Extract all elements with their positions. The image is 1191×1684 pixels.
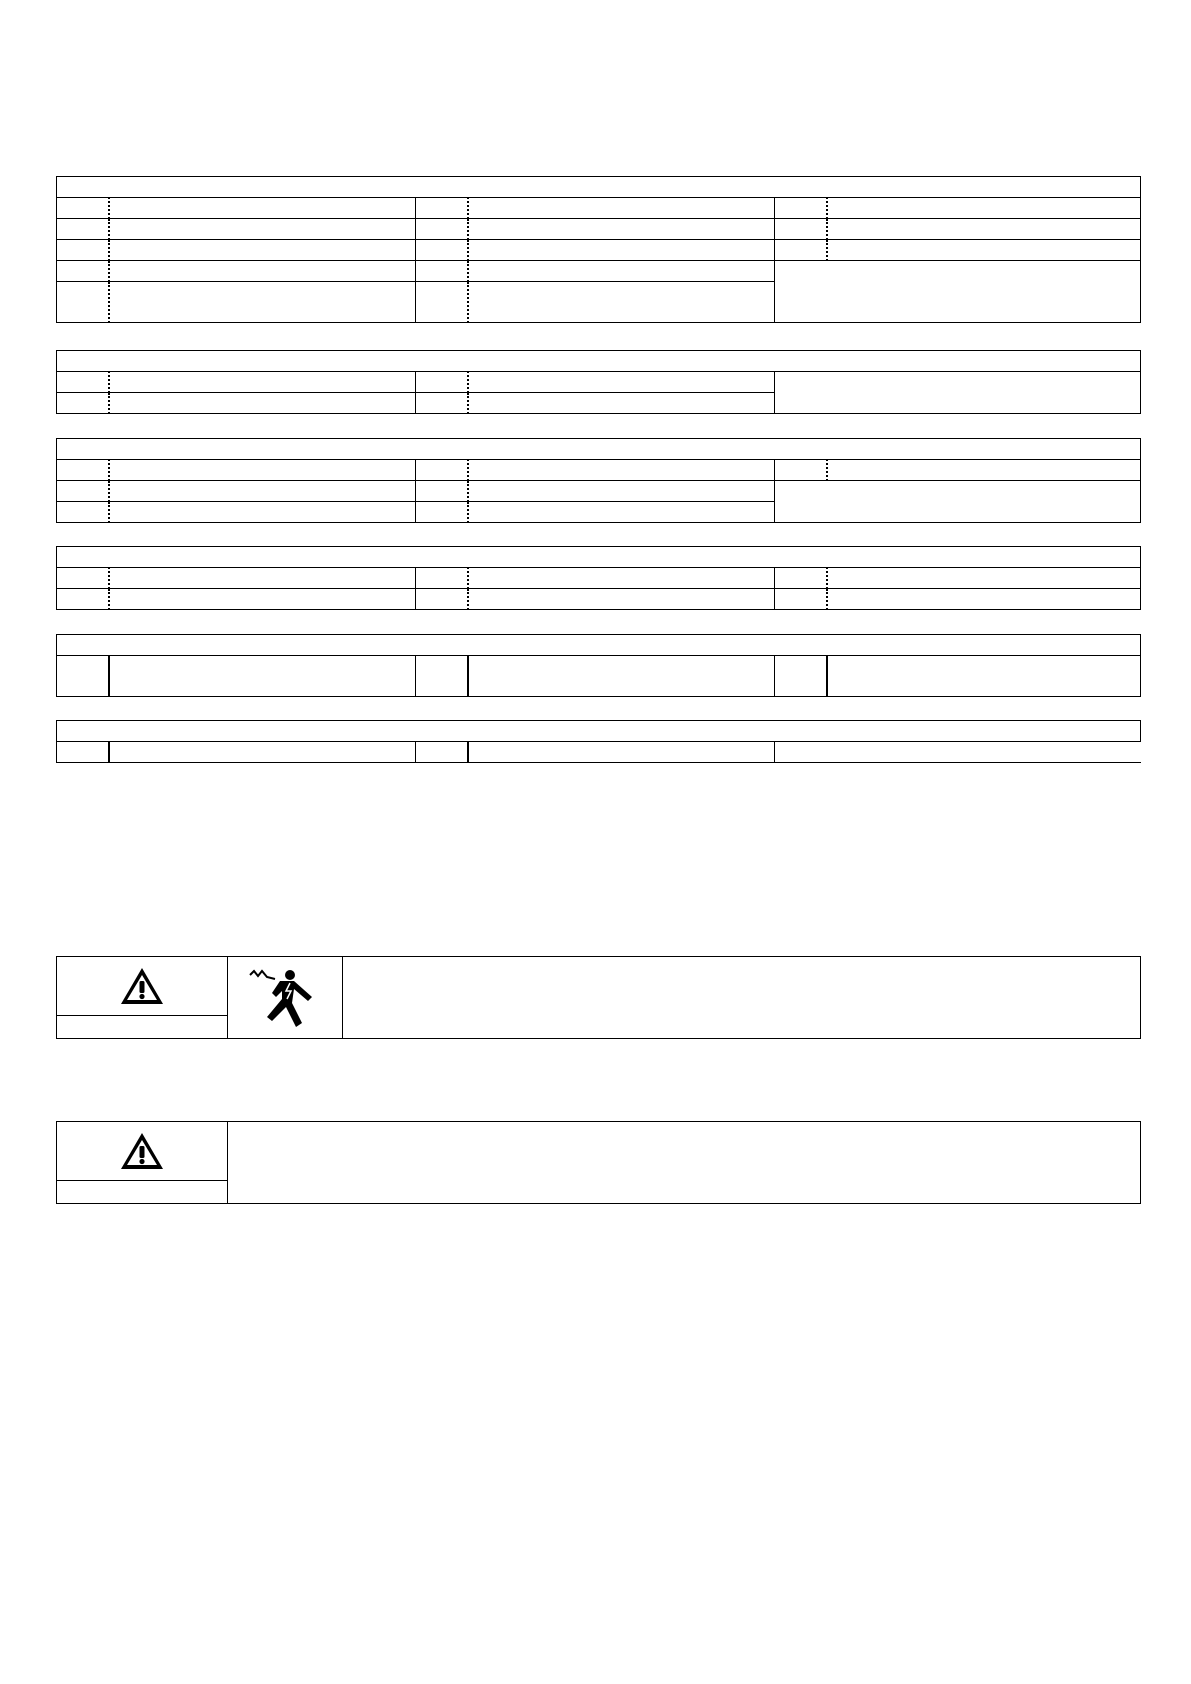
warning-text bbox=[343, 957, 1141, 1039]
table-row bbox=[57, 198, 1141, 219]
spec-table-3 bbox=[56, 438, 1141, 523]
table-row bbox=[57, 656, 1141, 697]
table-title bbox=[57, 351, 1141, 372]
table-title bbox=[57, 721, 1141, 742]
electric-shock-icon bbox=[246, 963, 324, 1033]
table-title bbox=[57, 547, 1141, 568]
spec-table-6 bbox=[56, 720, 1141, 763]
warning-box-general bbox=[56, 1121, 1141, 1204]
spec-table-1 bbox=[56, 176, 1141, 323]
table-row bbox=[57, 589, 1141, 610]
warning-triangle-icon bbox=[119, 1130, 165, 1172]
spec-table-4 bbox=[56, 546, 1141, 610]
spec-table-2 bbox=[56, 350, 1141, 414]
warning-label bbox=[57, 1016, 228, 1039]
table-title bbox=[57, 439, 1141, 460]
warning-symbol-cell bbox=[57, 1122, 228, 1181]
spec-table-5 bbox=[56, 634, 1141, 697]
table-title bbox=[57, 177, 1141, 198]
warning-symbol-cell bbox=[57, 957, 228, 1016]
table-row bbox=[57, 568, 1141, 589]
table-row bbox=[57, 261, 1141, 282]
table-row bbox=[57, 372, 1141, 393]
table-row bbox=[57, 240, 1141, 261]
table-row bbox=[57, 460, 1141, 481]
electric-shock-cell bbox=[228, 957, 343, 1039]
table-row bbox=[57, 219, 1141, 240]
table-row bbox=[57, 742, 1141, 763]
warning-text bbox=[228, 1122, 1141, 1204]
table-row bbox=[57, 481, 1141, 502]
warning-box-electric bbox=[56, 956, 1141, 1039]
warning-label bbox=[57, 1181, 228, 1204]
table-title bbox=[57, 635, 1141, 656]
warning-triangle-icon bbox=[119, 965, 165, 1007]
